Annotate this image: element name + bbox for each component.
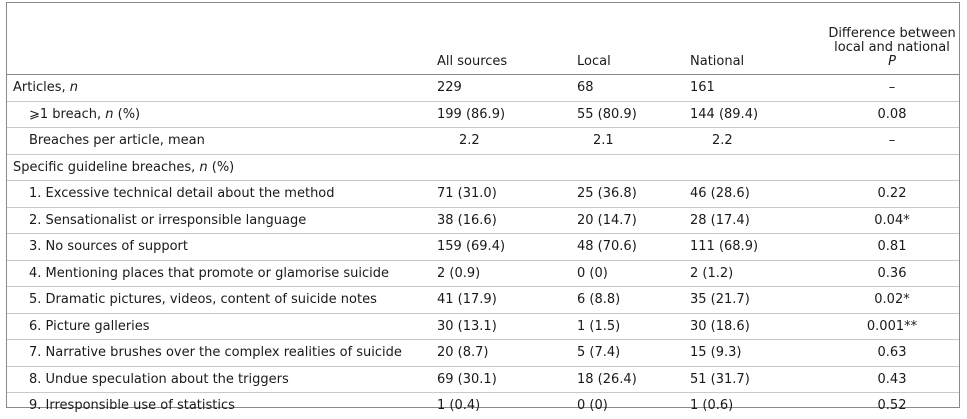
table-row (7, 287, 959, 314)
cell-local: 48 (70.6) (577, 234, 690, 261)
results-table-frame (6, 2, 960, 414)
table-row (7, 234, 959, 261)
cell-p: – (825, 75, 959, 102)
table-row (7, 340, 959, 367)
cell-local: 6 (8.8) (577, 287, 690, 314)
cell-local: 0 (0) (577, 260, 690, 287)
cell-p: 0.22 (825, 181, 959, 208)
cell-national: 15 (9.3) (690, 340, 825, 367)
row-label: Specific guideline breaches, n (%) (7, 154, 437, 181)
cell-local: 2.1 (577, 128, 690, 155)
cell-p: 0.81 (825, 234, 959, 261)
cell-national: 28 (17.4) (690, 207, 825, 234)
header-row (7, 3, 959, 75)
cell-local: 68 (577, 75, 690, 102)
cell-all: 159 (69.4) (437, 234, 577, 261)
table-row (7, 313, 959, 340)
row-label: ⩾1 breach, n (%) (7, 101, 437, 128)
row-label: 5. Dramatic pictures, videos, content of suicide notes (7, 287, 437, 314)
cell-all: 229 (437, 75, 577, 102)
guideline-breaches-table (7, 3, 959, 419)
cell-p: 0.43 (825, 366, 959, 393)
cell-national: 2 (1.2) (690, 260, 825, 287)
table-row-per-article (7, 128, 959, 155)
table-row-breach (7, 101, 959, 128)
cell-all: 2 (0.9) (437, 260, 577, 287)
cell-local: 20 (14.7) (577, 207, 690, 234)
cell-national: 1 (0.6) (690, 398, 734, 414)
header-difference-line1: Difference between (828, 26, 956, 41)
table-row-articles (7, 75, 959, 102)
table-row (7, 393, 959, 419)
header-label-cell (7, 3, 437, 75)
cell-all: 71 (31.0) (437, 181, 577, 208)
cell-all: 69 (30.1) (437, 366, 577, 393)
cell-all: 41 (17.9) (437, 287, 577, 314)
table-row (7, 366, 959, 393)
row-label: 9. Irresponsible use of statistics (29, 398, 235, 414)
cell-local: 0 (0) (577, 398, 608, 414)
row-label: 1. Excessive technical detail about the method (7, 181, 437, 208)
cell-national: 161 (690, 75, 825, 102)
row-label: Articles, n (7, 75, 437, 102)
row-label: 4. Mentioning places that promote or glamorise suicide (7, 260, 437, 287)
table-row (7, 260, 959, 287)
row-label: 8. Undue speculation about the triggers (7, 366, 437, 393)
header-national: National (690, 3, 825, 75)
row-label: Breaches per article, mean (7, 128, 437, 155)
cell-national: 51 (31.7) (690, 366, 825, 393)
table-row (7, 207, 959, 234)
cell-p: 0.001** (825, 313, 959, 340)
header-difference-line2: local and national (834, 40, 950, 55)
cell-national: 144 (89.4) (690, 101, 825, 128)
cell-national: 46 (28.6) (690, 181, 825, 208)
table-row-specific-heading (7, 154, 959, 181)
cell-all: 2.2 (437, 128, 577, 155)
cell-p: – (825, 128, 959, 155)
header-local: Local (577, 3, 690, 75)
cell-national: 35 (21.7) (690, 287, 825, 314)
cell-p: 0.36 (825, 260, 959, 287)
cell-local: 5 (7.4) (577, 340, 690, 367)
row-label: 6. Picture galleries (7, 313, 437, 340)
cell-national: 111 (68.9) (690, 234, 825, 261)
row-label: 2. Sensationalist or irresponsible language (7, 207, 437, 234)
cell-all: 30 (13.1) (437, 313, 577, 340)
cell-local: 1 (1.5) (577, 313, 690, 340)
table-row (7, 181, 959, 208)
cell-p: 0.63 (825, 340, 959, 367)
header-difference (825, 3, 959, 75)
row-label: 7. Narrative brushes over the complex realities of suicide (7, 340, 437, 367)
cell-all: 38 (16.6) (437, 207, 577, 234)
cell-local: 25 (36.8) (577, 181, 690, 208)
cell-p: 0.08 (825, 101, 959, 128)
cell-all: 1 (0.4) (437, 398, 481, 414)
cell-local: 55 (80.9) (577, 101, 690, 128)
cell-national: 30 (18.6) (690, 313, 825, 340)
cell-p: 0.02* (825, 287, 959, 314)
cell-p: 0.52 (877, 398, 907, 414)
cell-all: 199 (86.9) (437, 101, 577, 128)
cell-p: 0.04* (825, 207, 959, 234)
row-label: 3. No sources of support (7, 234, 437, 261)
header-difference-p: P (888, 54, 896, 69)
cell-all: 20 (8.7) (437, 340, 577, 367)
header-all-sources: All sources (437, 3, 577, 75)
cell-local: 18 (26.4) (577, 366, 690, 393)
cell-national: 2.2 (690, 128, 825, 155)
